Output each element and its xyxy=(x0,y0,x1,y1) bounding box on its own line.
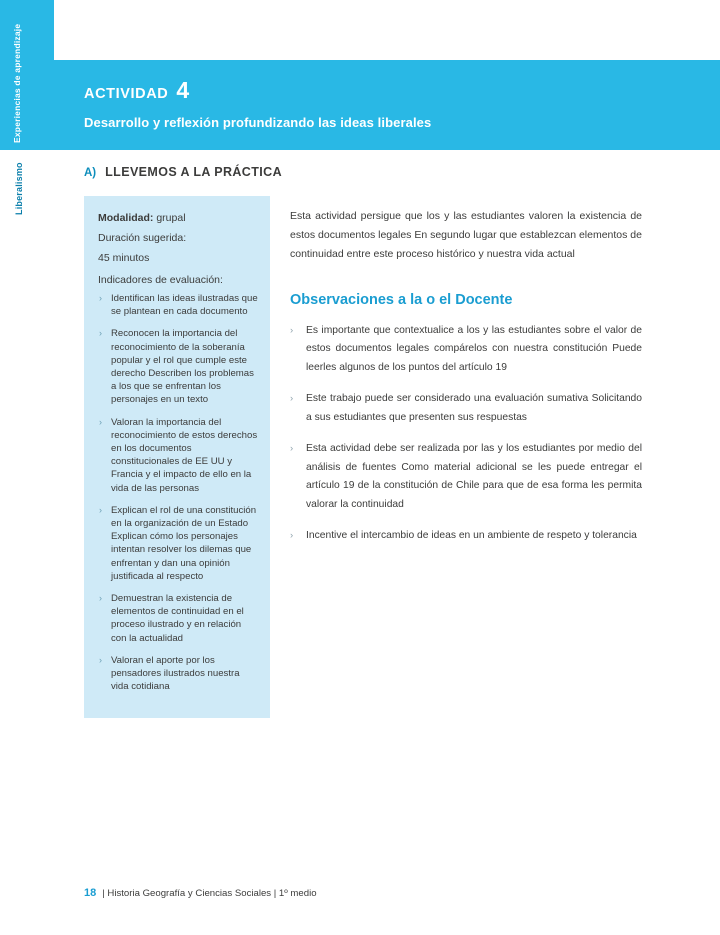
chevron-right-icon: › xyxy=(290,324,294,336)
activity-info-box xyxy=(84,196,270,718)
sidebar-label-topic: Liberalismo xyxy=(14,162,24,215)
intro-paragraph: Esta actividad persigue que los y las estudiantes valoren la existencia de estos documentos legales En segundo lugar que establezcan elementos de continuidad entre este proceso histórico y nuestra vida actual xyxy=(290,209,642,260)
activity-label: ACTIVIDAD xyxy=(84,86,169,102)
main-content xyxy=(290,196,642,559)
modality-label: Modalidad: xyxy=(98,212,154,224)
chevron-right-icon: › xyxy=(99,504,102,515)
indicators-label: Indicadores de evaluación: xyxy=(98,274,223,286)
sidebar-strip xyxy=(0,0,54,935)
activity-subtitle: Desarrollo y reflexión profundizando las ideas liberales xyxy=(84,115,432,130)
chevron-right-icon: › xyxy=(99,328,102,339)
sidebar-accent-bar xyxy=(0,0,54,150)
duration-value: 45 minutos xyxy=(98,252,150,264)
list-item xyxy=(98,327,258,406)
list-item-text: Es importante que contextualice a los y las estudiantes sobre el valor de estos documentos legales compárelos con nuestra constitución Puede leerles algunos de los puntos del artículo 19 xyxy=(306,324,642,373)
chevron-right-icon: › xyxy=(290,393,294,404)
activity-header xyxy=(54,60,720,150)
list-item-text: Incentive el intercambio de ideas en un ambiente de respeto y tolerancia xyxy=(306,530,637,541)
list-item xyxy=(290,390,642,427)
list-item-text: Valoran la importancia del reconocimiento de estos derechos en los documentos constitucionales de EE UU y Francia y el impacto de ello en la vida de las personas xyxy=(111,416,258,494)
duration-label: Duración sugerida: xyxy=(98,232,187,244)
observations-title: Observaciones a la o el Docente xyxy=(290,291,513,308)
modality-value: grupal xyxy=(156,212,186,224)
list-item-text: Demuestran la existencia de elementos de continuidad en el proceso ilustrado y en relación con la actualidad xyxy=(111,593,244,644)
chevron-right-icon: › xyxy=(290,443,294,454)
page-footer xyxy=(84,887,317,899)
section-heading xyxy=(84,165,282,179)
chevron-right-icon: › xyxy=(290,530,294,541)
indicators-list xyxy=(98,292,258,693)
footer-text: | Historia Geografía y Ciencias Sociales | 1º medio xyxy=(102,888,317,899)
list-item xyxy=(98,416,258,495)
list-item-text: Valoran el aporte por los pensadores ilustrados nuestra vida cotidiana xyxy=(111,654,240,693)
list-item xyxy=(290,440,642,514)
list-item-text: Este trabajo puede ser considerado una evaluación sumativa Solicitando a sus estudiantes que presenten sus respuestas xyxy=(306,393,642,423)
activity-header-inner xyxy=(84,77,432,130)
section-key: A) xyxy=(84,167,97,179)
list-item xyxy=(98,292,258,318)
list-item xyxy=(290,527,642,546)
sidebar-label-experiences: Experiencias de aprendizaje xyxy=(12,23,22,143)
chevron-right-icon: › xyxy=(99,416,102,427)
chevron-right-icon: › xyxy=(99,654,102,665)
activity-number: 4 xyxy=(176,77,190,103)
section-title: LLEVEMOS A LA PRÁCTICA xyxy=(105,165,282,179)
list-item-text: Reconocen la importancia del reconocimiento de la soberanía popular y el rol que cumple este derecho Describen los problemas a los que se enfrentan los personajes en un texto xyxy=(111,328,254,406)
list-item xyxy=(98,654,258,694)
list-item-text: Explican el rol de una constitución en la organización de un Estado Explican cómo los personajes intentan resolver los dilemas que enfrentan y dan una opinión justificada al respecto xyxy=(111,504,257,582)
list-item-text: Esta actividad debe ser realizada por las y los estudiantes por medio del análisis de fuentes Como material adicional se les puede entregar el artículo 19 de la constitución de Chile para que de esa forma les permita valorar la continuidad xyxy=(306,443,642,510)
chevron-right-icon: › xyxy=(99,593,102,604)
chevron-right-icon: › xyxy=(99,293,102,303)
list-item xyxy=(98,592,258,645)
modality-row xyxy=(98,210,258,226)
list-item xyxy=(290,322,642,378)
activity-title-line xyxy=(84,77,431,103)
list-item-text: Identifican las ideas ilustradas que se plantean en cada documento xyxy=(111,293,258,318)
list-item xyxy=(98,504,258,583)
observations-list xyxy=(290,322,642,546)
page-number: 18 xyxy=(84,887,97,899)
